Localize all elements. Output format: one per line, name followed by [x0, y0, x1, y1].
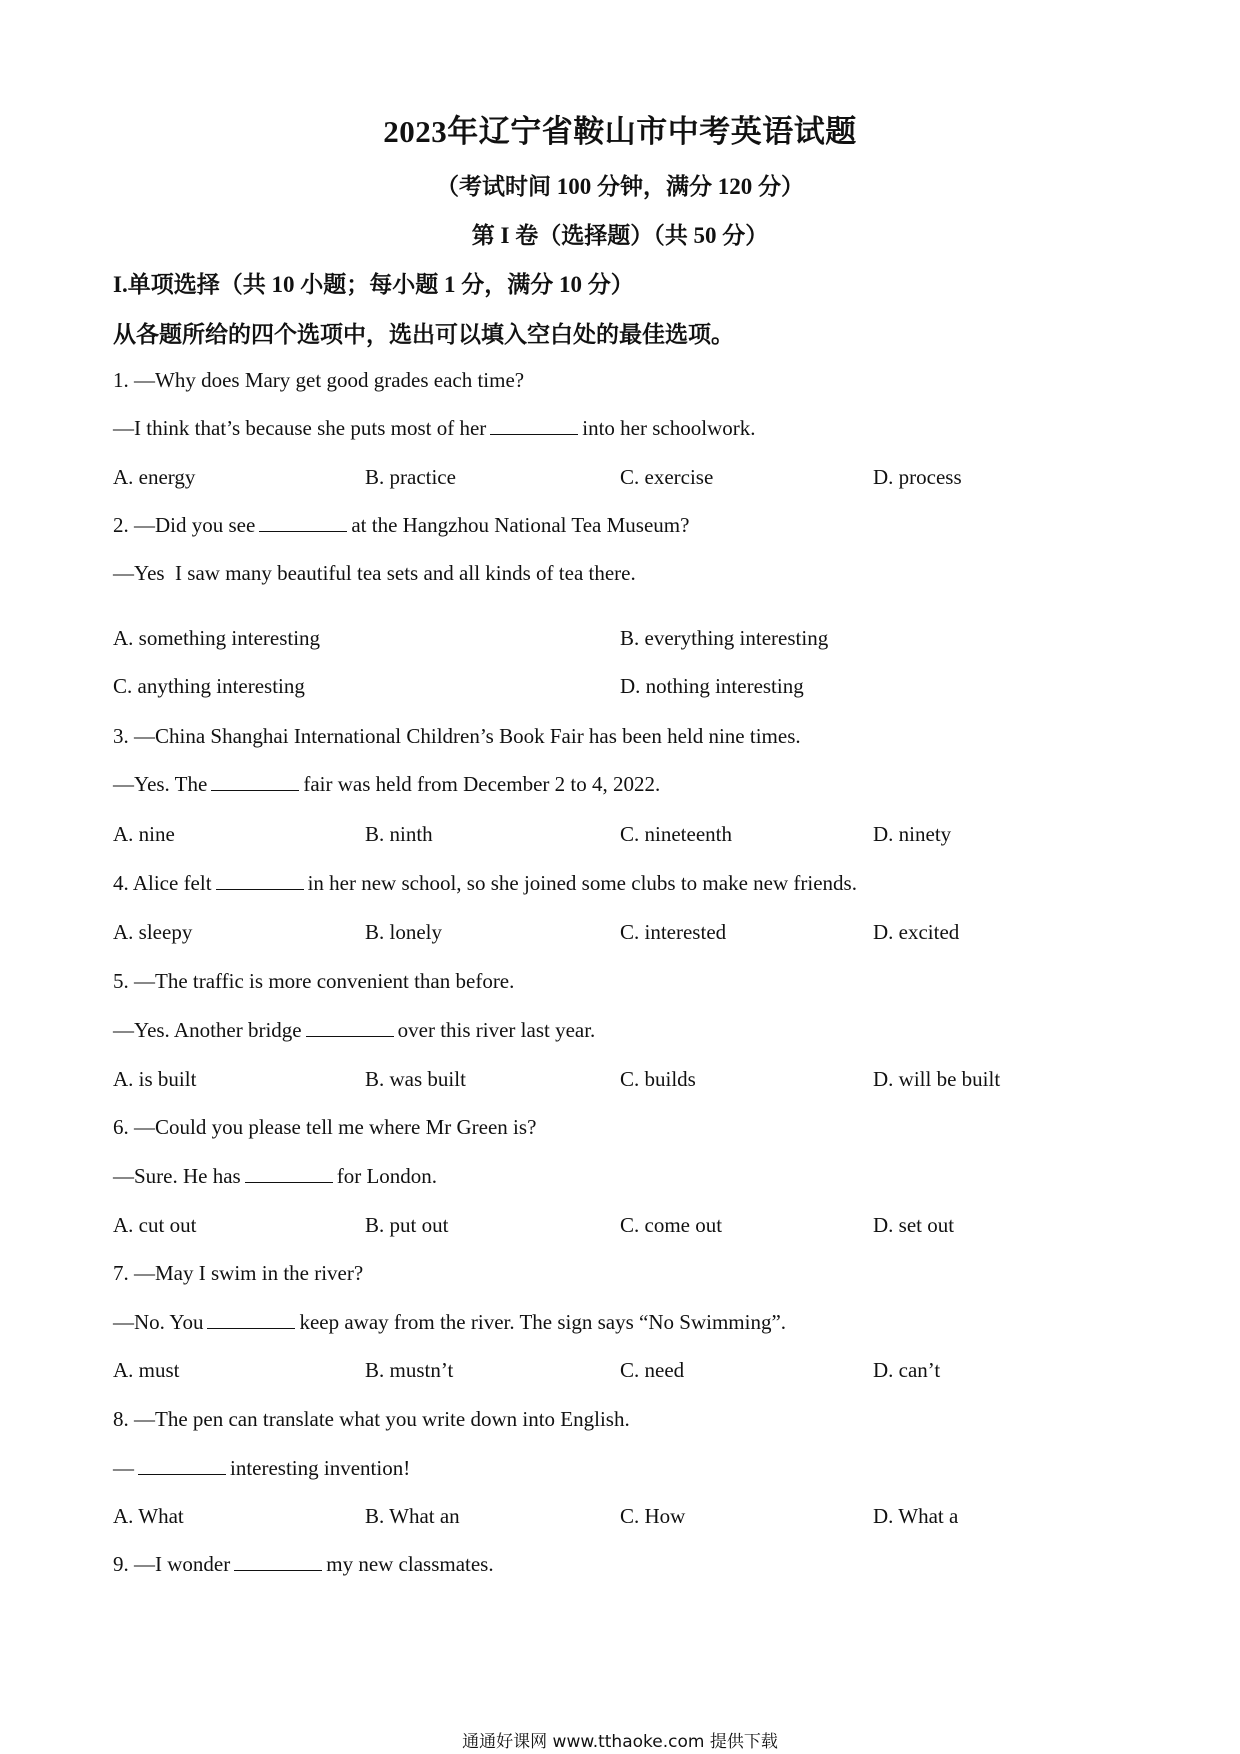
option-a: A. sleepy	[113, 920, 193, 944]
option-b: B. mustn’t	[365, 1358, 454, 1382]
option-b: B. everything interesting	[620, 626, 829, 650]
question-text: over this river last year.	[397, 1018, 596, 1042]
question-8-line-2	[113, 1456, 410, 1481]
answer-blank	[207, 1327, 295, 1329]
question-text: 9. —I wonder	[113, 1552, 231, 1576]
question-text: —Yes. Another bridge	[113, 1018, 302, 1042]
answer-blank	[234, 1569, 322, 1571]
question-1-line-2	[113, 416, 756, 441]
option-d: D. can’t	[873, 1358, 941, 1382]
option-d: D. ninety	[873, 822, 952, 846]
option-b: B. was built	[365, 1067, 466, 1091]
question-6-line-2	[113, 1164, 437, 1189]
option-c: C. How	[620, 1504, 686, 1528]
option-d: D. excited	[873, 920, 960, 944]
question-3-line-2	[113, 772, 660, 797]
option-d: D. process	[873, 465, 962, 489]
part-heading: 第 I 卷（选择题）（共 50 分）	[471, 223, 769, 248]
exam-subtitle: （考试时间 100 分钟，满分 120 分）	[436, 174, 804, 199]
option-b: B. lonely	[365, 920, 442, 944]
question-text: for London.	[336, 1164, 438, 1188]
section-heading: I.单项选择（共 10 小题；每小题 1 分，满分 10 分）	[113, 272, 634, 297]
option-a: A. nine	[113, 822, 175, 846]
question-text: at the Hangzhou National Tea Museum?	[351, 513, 690, 537]
question-text: —I think that’s because she puts most of her	[113, 416, 487, 440]
question-text: my new classmates.	[326, 1552, 494, 1576]
option-c: C. interested	[620, 920, 727, 944]
option-a: A. What	[113, 1504, 184, 1528]
question-5-line-1: 5. —The traffic is more convenient than before.	[113, 969, 515, 993]
answer-blank	[138, 1473, 226, 1475]
question-text: —	[113, 1456, 134, 1480]
question-text: in her new school, so she joined some clubs to make new friends.	[307, 871, 857, 895]
option-a: A. cut out	[113, 1213, 197, 1237]
question-text: into her schoolwork.	[582, 416, 756, 440]
answer-blank	[306, 1035, 394, 1037]
question-5-line-2	[113, 1018, 595, 1043]
question-7-line-1: 7. —May I swim in the river?	[113, 1261, 364, 1285]
question-9-line-1	[113, 1552, 494, 1577]
answer-blank	[490, 433, 578, 435]
option-a: A. is built	[113, 1067, 197, 1091]
answer-blank	[245, 1181, 333, 1183]
question-8-line-1: 8. —The pen can translate what you write down into English.	[113, 1407, 630, 1431]
option-d: D. set out	[873, 1213, 955, 1237]
question-text: —Yes. The	[113, 772, 208, 796]
exam-title: 2023年辽宁省鞍山市中考英语试题	[383, 114, 857, 149]
section-instruction: 从各题所给的四个选项中，选出可以填入空白处的最佳选项。	[113, 322, 734, 347]
option-c: C. exercise	[620, 465, 714, 489]
question-7-line-2	[113, 1310, 786, 1335]
option-b: B. What an	[365, 1504, 460, 1528]
option-b: B. ninth	[365, 822, 433, 846]
option-b: B. put out	[365, 1213, 449, 1237]
question-text: keep away from the river. The sign says “No Swimming”.	[299, 1310, 787, 1334]
question-text: 2. —Did you see	[113, 513, 256, 537]
question-text: interesting invention!	[230, 1456, 411, 1480]
question-text: 4. Alice felt	[113, 871, 212, 895]
option-c: C. come out	[620, 1213, 723, 1237]
option-d: D. will be built	[873, 1067, 1001, 1091]
question-1-line-1: 1. —Why does Mary get good grades each time?	[113, 368, 525, 392]
answer-blank	[259, 530, 347, 532]
option-c: C. builds	[620, 1067, 696, 1091]
option-c: C. need	[620, 1358, 685, 1382]
option-a: A. must	[113, 1358, 180, 1382]
option-c: C. nineteenth	[620, 822, 732, 846]
page-footer: 通通好课网 www.tthaoke.com 提供下载	[462, 1732, 778, 1752]
option-d: D. What a	[873, 1504, 959, 1528]
question-text: —No. You	[113, 1310, 204, 1334]
question-3-line-1: 3. —China Shanghai International Children’s Book Fair has been held nine times.	[113, 724, 801, 748]
answer-blank	[211, 789, 299, 791]
question-text: —Sure. He has	[113, 1164, 241, 1188]
question-6-line-1: 6. —Could you please tell me where Mr Green is?	[113, 1115, 537, 1139]
question-2-line-2: —Yes I saw many beautiful tea sets and all kinds of tea there.	[113, 561, 636, 585]
option-c: C. anything interesting	[113, 674, 305, 698]
question-2-line-1	[113, 513, 689, 538]
answer-blank	[216, 888, 304, 890]
question-4-line-1	[113, 871, 857, 896]
question-text: fair was held from December 2 to 4, 2022.	[303, 772, 661, 796]
option-d: D. nothing interesting	[620, 674, 804, 698]
option-a: A. something interesting	[113, 626, 321, 650]
option-a: A. energy	[113, 465, 196, 489]
option-b: B. practice	[365, 465, 456, 489]
